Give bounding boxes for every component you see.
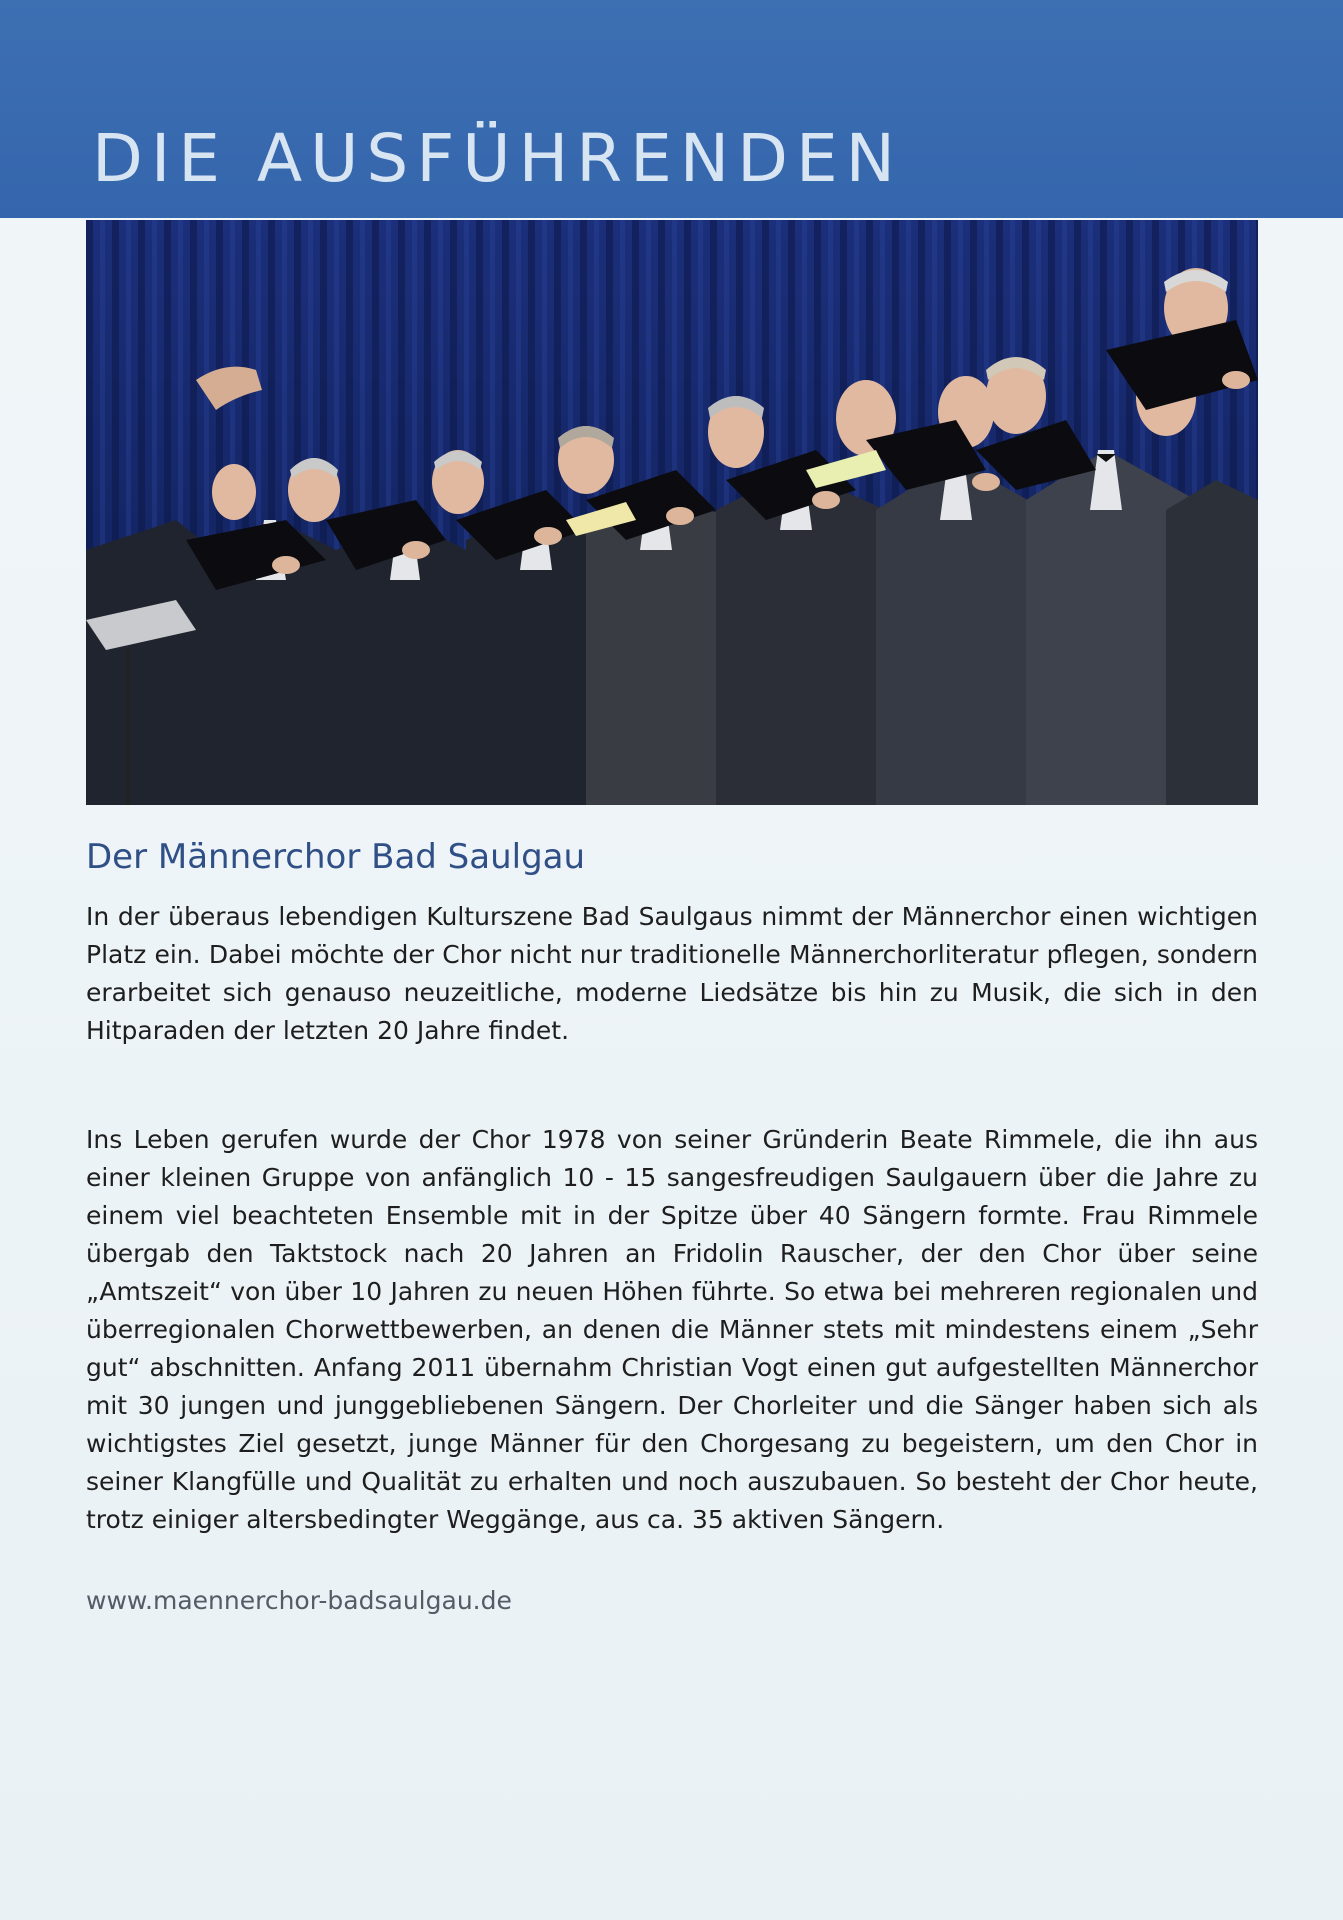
paragraph-history: Ins Leben gerufen wurde der Chor 1978 von seiner Gründerin Beate Rimmele, die ihn aus einer kleinen Gruppe von anfänglich 10 - 15 sangesfreudigen Saulgauern über die Jahre zu einem viel beachteten Ensemble mit in der Spitze über 40 Sängern formte. Frau Rimmele übergab den Taktstock nach 20 Jahren an Fridolin Rauscher, der den Chor über seine „Amtszeit“ von über 10 Jahren zu neuen Höhen führte. So etwa bei mehreren regionalen und überregionalen Chorwettbewerben, an denen die Männer stets mit mindestens einem „Sehr gut“ abschnitten. Anfang 2011 übernahm Christian Vogt einen gut aufgestellten Männerchor mit 30 jungen und junggebliebenen Sängern. Der Chorleiter und die Sänger haben sich als wichtigstes Ziel gesetzt, junge Männer für den Chorgesang zu begeistern, um den Chor in seiner Klangfülle und Qualität zu erhalten und noch auszubauen. So besteht der Chor heute, trotz einiger altersbedingter Weggänge, aus ca. 35 aktiven Sängern. [86, 1125, 1258, 1534]
website-link[interactable]: www.maennerchor-badsaulgau.de [86, 1586, 512, 1615]
choir-photo-illustration [86, 220, 1258, 805]
header-band [0, 0, 1343, 218]
choir-photo [86, 220, 1258, 805]
page-title: DIE AUSFÜHRENDEN [92, 120, 904, 197]
section-title: Der Männerchor Bad Saulgau [86, 837, 586, 877]
paragraph-intro: In der überaus lebendigen Kulturszene Bad Saulgaus nimmt der Männerchor einen wichtigen Platz ein. Dabei möchte der Chor nicht nur traditionelle Männerchorliteratur pflegen, sondern erarbeitet sich genauso neuzeitliche, moderne Liedsätze bis hin zu Musik, die sich in den Hitparaden der letzten 20 Jahre findet. [86, 902, 1258, 1045]
